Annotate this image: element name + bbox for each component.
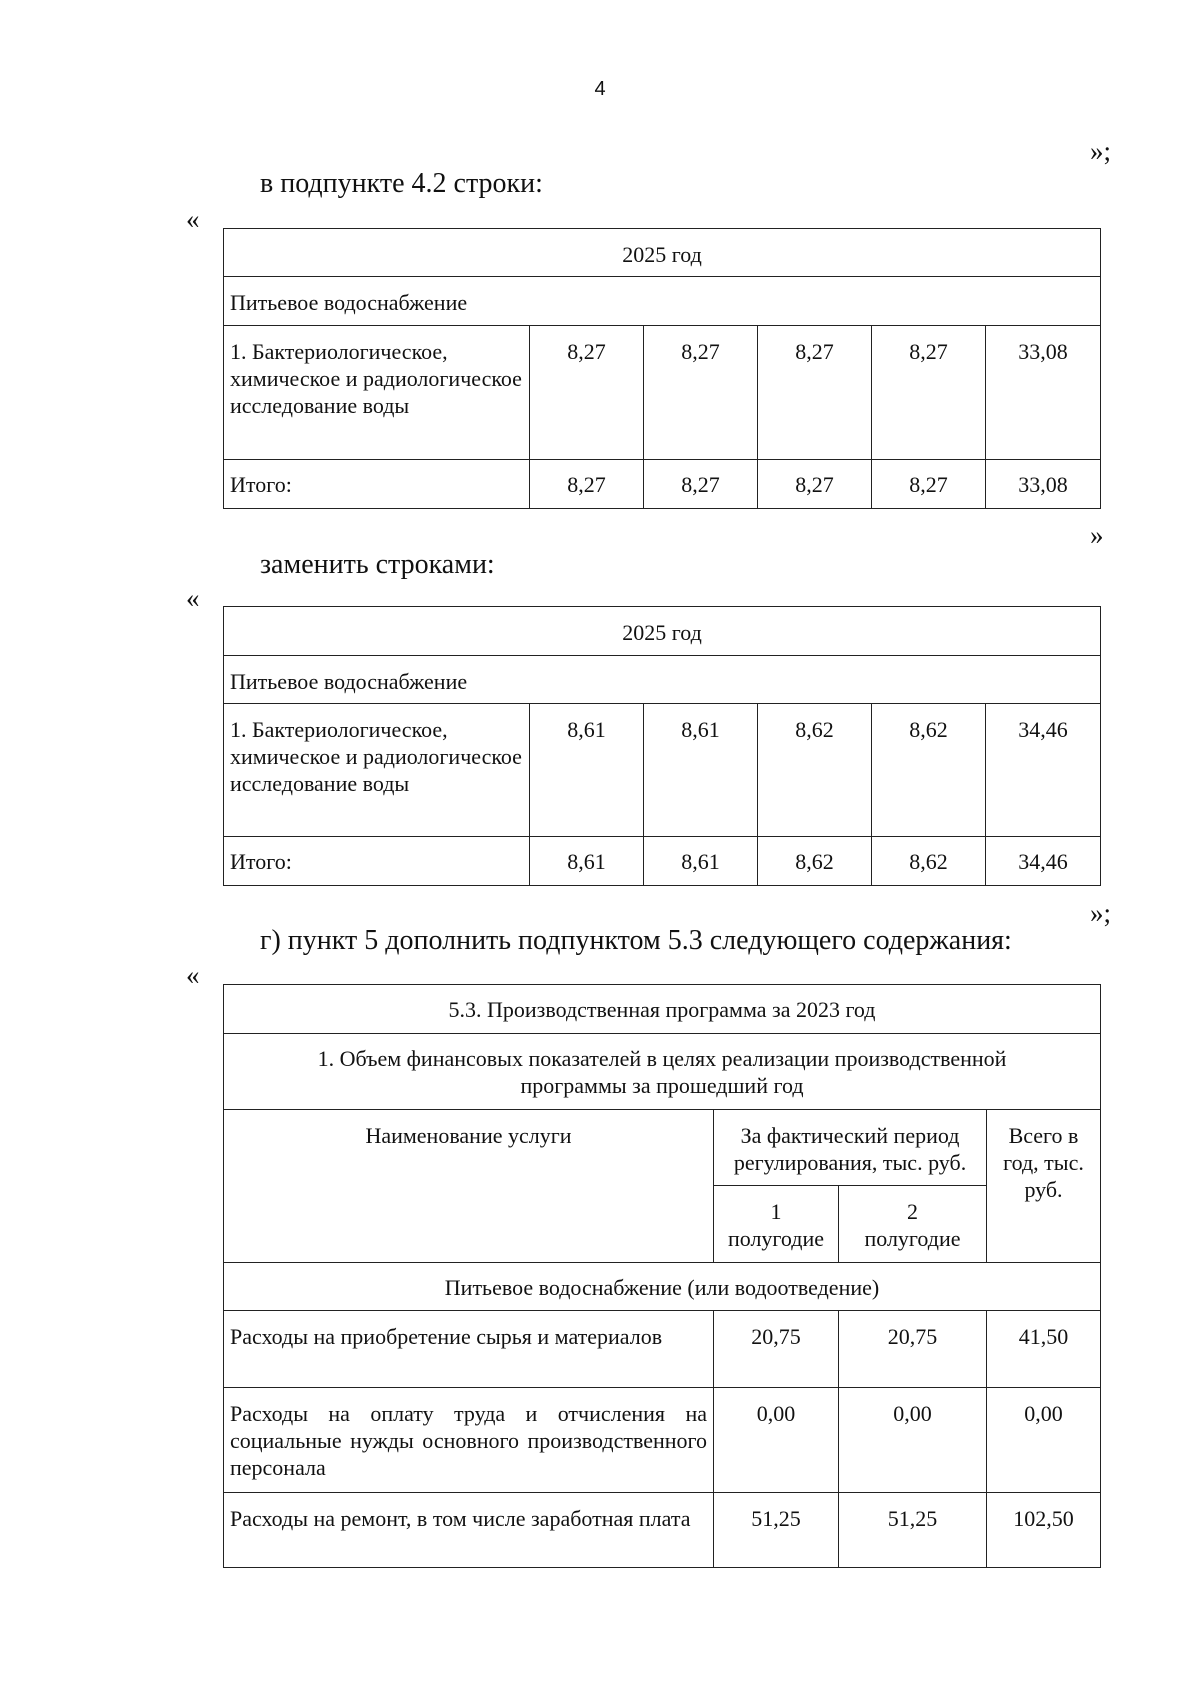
- table-row: [224, 326, 1101, 460]
- paragraph-replace-with: заменить строками:: [260, 549, 495, 580]
- section-header: Питьевое водоснабжение (или водоотведение): [224, 1263, 1101, 1311]
- value-cell: 8,27: [530, 460, 644, 509]
- value-cell: 8,62: [872, 704, 986, 837]
- paragraph-subclause-4-2: в подпункте 4.2 строки:: [260, 168, 543, 199]
- column-header-half-2: 2 полугодие: [839, 1186, 987, 1263]
- row-name: 1. Бактериологическое, химическое и радиологическое исследование воды: [224, 326, 530, 460]
- section-header: Питьевое водоснабжение: [224, 656, 1101, 704]
- value-cell: 51,25: [714, 1493, 839, 1568]
- value-cell: 33,08: [986, 326, 1101, 460]
- program-subtitle: 1. Объем финансовых показателей в целях реализации производственной программы за прошедший год: [224, 1034, 1101, 1110]
- value-cell: 20,75: [839, 1311, 987, 1388]
- value-cell: 8,61: [644, 837, 758, 886]
- value-cell: 0,00: [714, 1388, 839, 1493]
- opening-quote: «: [186, 204, 200, 234]
- row-name: Расходы на приобретение сырья и материалов: [224, 1311, 714, 1388]
- value-cell: 8,27: [872, 460, 986, 509]
- column-header-half-1: 1 полугодие: [714, 1186, 839, 1263]
- value-cell: 0,00: [839, 1388, 987, 1493]
- column-header-service-name: Наименование услуги: [224, 1110, 714, 1263]
- section-header: Питьевое водоснабжение: [224, 277, 1101, 326]
- table-row: [224, 1311, 1101, 1388]
- column-header-period: За фактический период регулирования, тыс. руб.: [714, 1110, 987, 1186]
- year-header: 2025 год: [224, 229, 1101, 277]
- value-cell: 8,61: [530, 704, 644, 837]
- row-name: Расходы на оплату труда и отчисления на социальные нужды основного производственного персонала: [224, 1388, 714, 1493]
- value-cell: 20,75: [714, 1311, 839, 1388]
- row-name: Расходы на ремонт, в том числе заработная плата: [224, 1493, 714, 1568]
- value-cell: 34,46: [986, 704, 1101, 837]
- value-cell: 51,25: [839, 1493, 987, 1568]
- row-name: Итого:: [224, 837, 530, 886]
- value-cell: 34,46: [986, 837, 1101, 886]
- paragraph-item-5-3: г) пункт 5 дополнить подпунктом 5.3 следующего содержания:: [260, 925, 1012, 956]
- row-name: Итого:: [224, 460, 530, 509]
- page-number: 4: [594, 78, 606, 100]
- value-cell: 8,62: [758, 837, 872, 886]
- opening-quote: «: [186, 960, 200, 990]
- table-row: [224, 837, 1101, 886]
- value-cell: 8,61: [530, 837, 644, 886]
- table-production-program: [223, 984, 1101, 1568]
- value-cell: 8,61: [644, 704, 758, 837]
- value-cell: 8,62: [758, 704, 872, 837]
- value-cell: 33,08: [986, 460, 1101, 509]
- value-cell: 8,27: [644, 460, 758, 509]
- row-name: 1. Бактериологическое, химическое и радиологическое исследование воды: [224, 704, 530, 837]
- opening-quote: «: [186, 583, 200, 613]
- table-old-rows: [223, 228, 1101, 509]
- closing-quote: »: [1090, 520, 1104, 550]
- table-row: [224, 460, 1101, 509]
- closing-quote: »;: [1090, 898, 1112, 928]
- value-cell: 8,27: [758, 460, 872, 509]
- value-cell: 8,27: [758, 326, 872, 460]
- value-cell: 102,50: [987, 1493, 1101, 1568]
- table-row: [224, 704, 1101, 837]
- value-cell: 8,27: [530, 326, 644, 460]
- table-row: [224, 1493, 1101, 1568]
- column-header-year-total: Всего в год, тыс. руб.: [987, 1110, 1101, 1263]
- value-cell: 8,27: [872, 326, 986, 460]
- value-cell: 41,50: [987, 1311, 1101, 1388]
- value-cell: 8,27: [644, 326, 758, 460]
- program-title: 5.3. Производственная программа за 2023 год: [224, 985, 1101, 1034]
- closing-quote: »;: [1090, 136, 1112, 166]
- table-row: [224, 1388, 1101, 1493]
- value-cell: 8,62: [872, 837, 986, 886]
- year-header: 2025 год: [224, 607, 1101, 656]
- table-new-rows: [223, 606, 1101, 886]
- value-cell: 0,00: [987, 1388, 1101, 1493]
